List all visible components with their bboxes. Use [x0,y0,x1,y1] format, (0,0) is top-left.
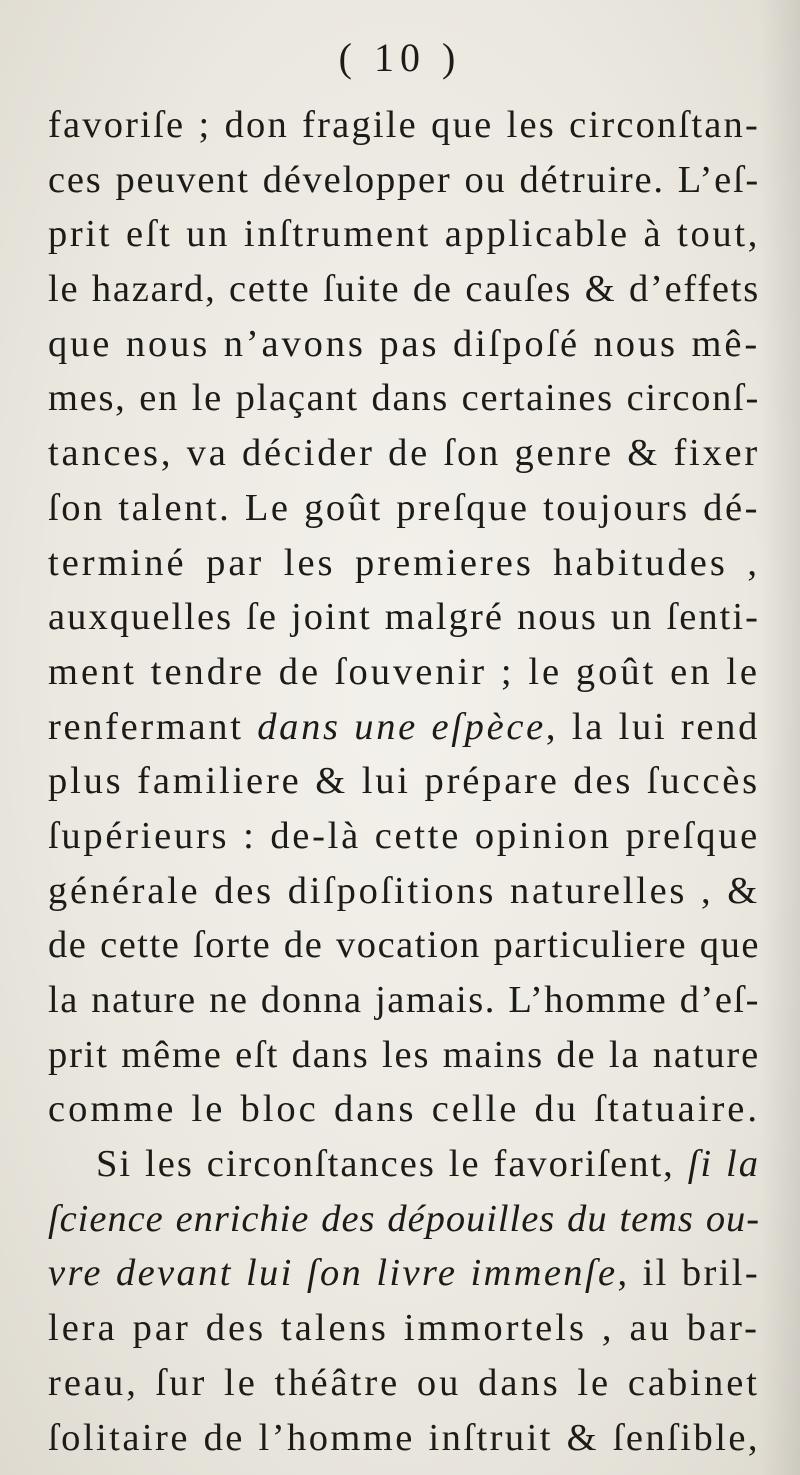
text-line [48,918,760,973]
text-segment: favoriſe ; don fragile que les circonſtan- [48,104,760,146]
text-segment: le hazard, cette ſuite de cauſes & d’effets [48,268,760,311]
text-segment: lera par des talens immortels , au bar- [48,1307,760,1350]
text-segment: , la lui rend [545,705,760,748]
text-line [48,590,760,645]
text-segment: ſon talent. Le goût preſque toujours dé- [48,486,760,529]
page-shadow [760,0,800,1475]
italic-text: ſcience enrichie des dépouilles du tems ou- [48,1197,760,1240]
text-segment: ſolitaire de l’homme inſtruit & ſenſible, [48,1416,760,1459]
text-segment: terminé par les premieres habitudes , [48,541,760,584]
text-line [48,98,760,153]
text-line [48,1028,760,1083]
text-line [48,153,760,208]
text-segment: générale des diſpoſitions naturelles , & [48,869,760,912]
text-segment: , il bril- [617,1252,761,1295]
text-segment: que nous n’avons pas diſpoſé nous mê- [48,322,760,365]
text-segment: Si les circonſtances le favoriſent, [96,1143,688,1186]
text-line [48,371,760,426]
text-line [48,317,760,372]
text-line [48,864,760,919]
text-segment: plus familiere & lui prépare des ſuccès [48,760,760,803]
text-line [48,1082,760,1137]
text-line [48,973,760,1028]
text-line [48,1137,760,1192]
text-segment: renfermant [48,705,258,748]
text-line [48,700,760,755]
text-segment: mes, en le plaçant dans certaines circonſ- [48,377,760,420]
text-segment: tances, va décider de ſon genre & fixer [48,432,760,475]
page-number: ( 10 ) [338,35,462,80]
text-segment: ment tendre de ſouvenir ; le goût en le [48,650,760,693]
text-segment: prit même eſt dans les mains de la nature [48,1033,760,1076]
text-line [48,1301,760,1356]
text-line [48,426,760,481]
italic-text: ſi la [687,1143,760,1186]
text-segment: auxquelles ſe joint malgré nous un ſenti- [48,596,760,639]
text-line [48,207,760,262]
text-line [48,1356,760,1411]
text-segment: ces peuvent développer ou détruire. L’eſ- [48,158,760,201]
text-line [48,262,760,317]
text-segment: reau, ſur le théâtre ou dans le cabinet [48,1361,760,1404]
text-segment: de cette ſorte de vocation particuliere que [48,924,760,967]
italic-text: vre devant lui ſon livre immenſe [48,1252,618,1295]
text-line [48,809,760,864]
text-line [48,536,760,591]
text-segment: la nature ne donna jamais. L’homme d’eſ- [48,979,760,1021]
italic-text: dans une eſpèce [257,705,546,748]
text-segment: ſupérieurs : de-là cette opinion preſque [48,814,760,857]
text-segment: comme le bloc dans celle du ſtatuaire. [48,1088,760,1131]
text-line [48,481,760,536]
text-line [48,1192,760,1247]
text-line [48,1411,760,1466]
text-segment: prit eſt un inſtrument applicable à tout, [48,213,760,256]
text-line [48,645,760,700]
text-line [48,1246,760,1301]
text-line [48,754,760,809]
body-text [48,98,760,1465]
